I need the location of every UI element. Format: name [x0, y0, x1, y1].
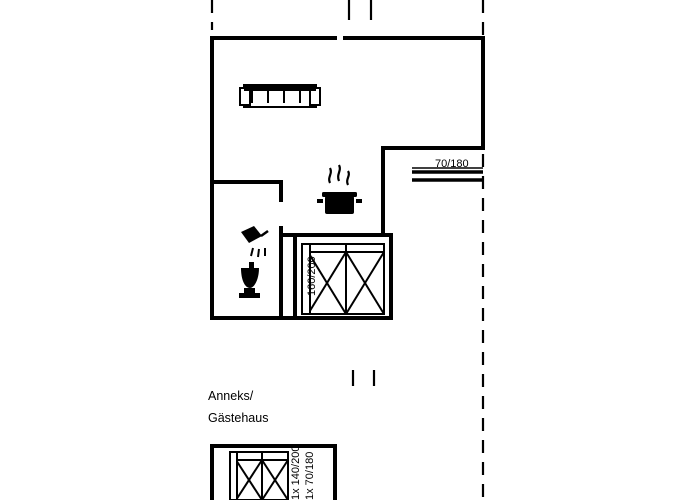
boundary-tick-marks-bottom [353, 370, 374, 386]
window-label: 70/180 [435, 158, 469, 170]
toilet-icon [239, 262, 260, 298]
shower-icon [241, 226, 268, 257]
annex-bed-label: 1x 140/200 [290, 445, 302, 500]
annex-title-line2: Gästehaus [208, 411, 269, 425]
annex-bed-icon [230, 452, 288, 500]
sofa-icon [240, 85, 320, 107]
annex-title-line1: Anneks/ [208, 389, 254, 403]
boundary-tick-marks-top [349, 0, 371, 20]
bed-label: 160/200 [306, 256, 318, 296]
cooking-pot-icon [317, 165, 362, 214]
annex-window-label: 1x 70/180 [304, 451, 316, 500]
